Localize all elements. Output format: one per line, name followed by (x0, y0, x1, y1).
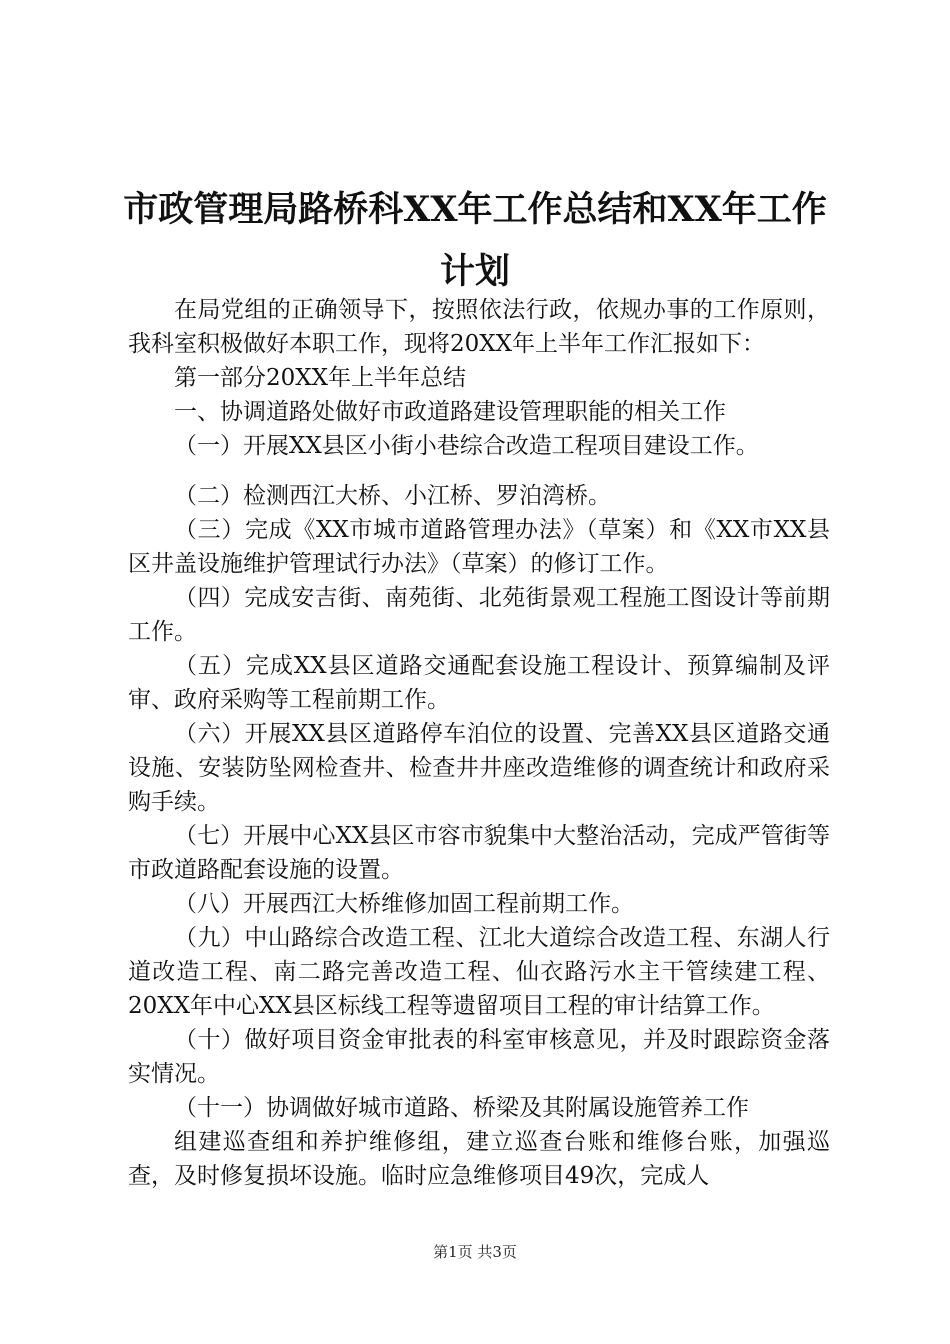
intro-paragraph: 在局党组的正确领导下，按照依法行政，依规办事的工作原则，我科室积极做好本职工作，现将20XX年上半年工作汇报如下： (128, 297, 830, 357)
subsection-heading: （十一）协调做好城市道路、桥梁及其附属设施管养工作 (174, 1095, 749, 1121)
list-item: （七）开展中心XX县区市容市貌集中大整治活动，完成严管街等市政道路配套设施的设置。 (128, 823, 830, 883)
list-item: （二）检测西江大桥、小江桥、罗泊湾桥。 (174, 483, 611, 509)
document-title-line-2: 计划 (439, 251, 510, 292)
list-item: （五）完成XX县区道路交通配套设施工程设计、预算编制及评审、政府采购等工程前期工作。 (128, 653, 830, 713)
document-body (128, 293, 830, 1193)
list-item: （九）中山路综合改造工程、江北大道综合改造工程、东湖人行道改造工程、南二路完善改造工程、仙衣路污水主干管续建工程、20XX年中心XX县区标线工程等遗留项目工程的审计结算工作。 (128, 925, 830, 1019)
page-number-footer: 第1页 共3页 (433, 1243, 517, 1261)
list-item: （六）开展XX县区道路停车泊位的设置、完善XX县区道路交通设施、安装防坠网检查井、检查井井座改造维修的调查统计和政府采购手续。 (128, 721, 830, 815)
list-item: （十）做好项目资金审批表的科室审核意见，并及时跟踪资金落实情况。 (128, 1027, 830, 1087)
section-heading: 第一部分20XX年上半年总结 (174, 365, 467, 391)
list-item: （一）开展XX县区小街小巷综合改造工程项目建设工作。 (174, 433, 759, 459)
body-paragraph: 组建巡查组和养护维修组，建立巡查台账和维修台账，加强巡查，及时修复损坏设施。临时应急维修项目49次，完成人 (128, 1129, 830, 1189)
document-title-line-1: 市政管理局路桥科XX年工作总结和XX年工作 (123, 189, 827, 230)
subsection-heading: 一、协调道路处做好市政道路建设管理职能的相关工作 (174, 399, 726, 425)
list-item: （四）完成安吉街、南苑街、北苑街景观工程施工图设计等前期工作。 (128, 585, 830, 645)
list-item: （八）开展西江大桥维修加固工程前期工作。 (174, 891, 634, 917)
list-item: （三）完成《XX市城市道路管理办法》（草案）和《XX市XX县区井盖设施维护管理试行办法》（草案）的修订工作。 (128, 517, 830, 577)
